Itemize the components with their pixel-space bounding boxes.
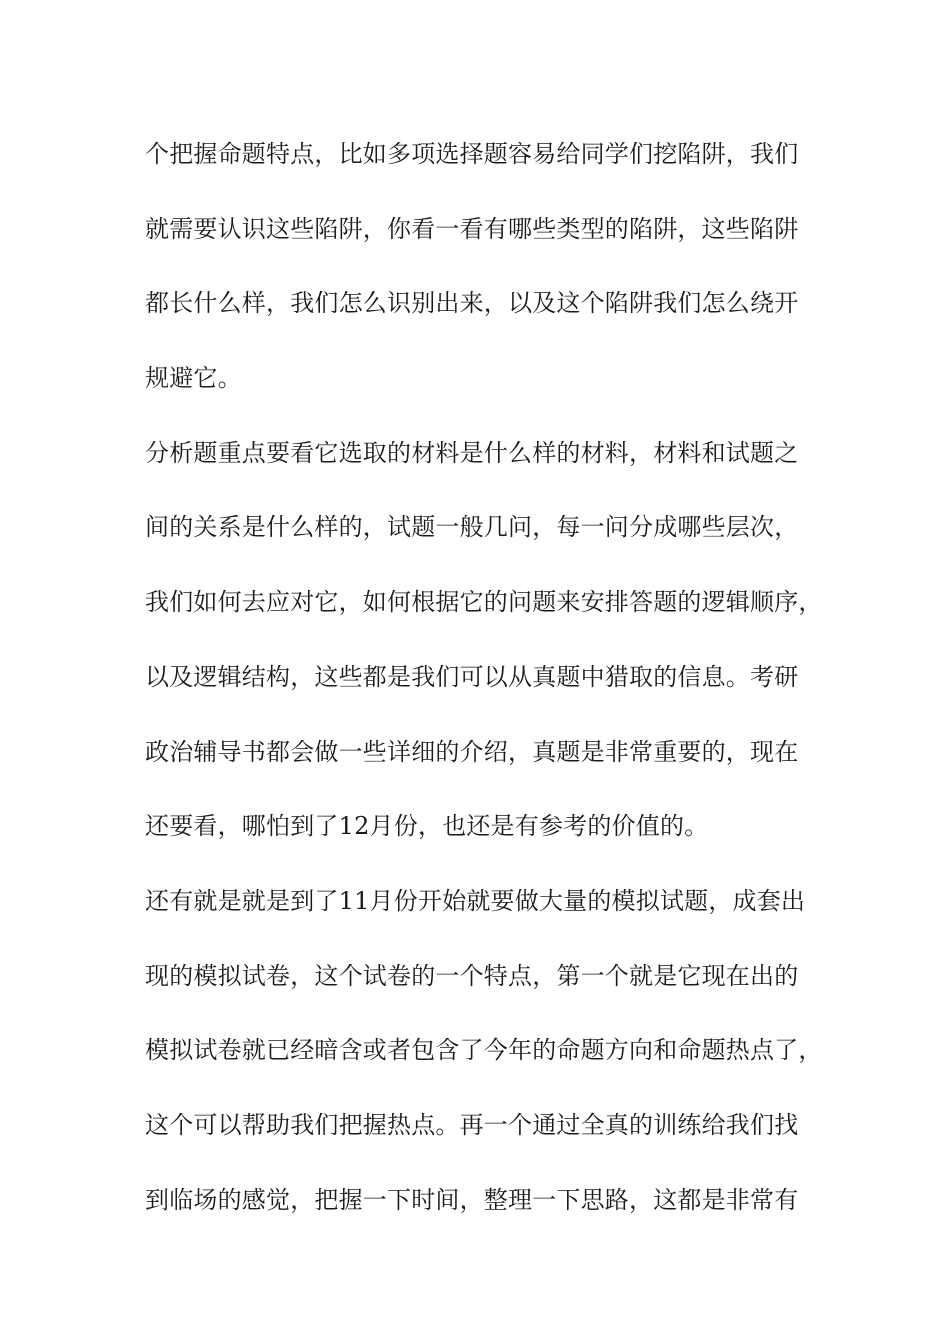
text-line: 个把握命题特点，比如多项选择题容易给同学们挖陷阱，我们 (145, 140, 799, 168)
text-line: 分析题重点要看它选取的材料是什么样的材料，材料和试题之 (145, 438, 799, 467)
text-line: 就需要认识这些陷阱，你看一看有哪些类型的陷阱，这些陷阱 (145, 214, 799, 243)
text-line: 间的关系是什么样的，试题一般几问，每一问分成哪些层次， (145, 513, 799, 542)
text-line: 这个可以帮助我们把握热点。再一个通过全真的训练给我们找 (145, 1110, 799, 1139)
document-body (145, 134, 825, 1254)
text-line: 还有就是就是到了11月份开始就要做大量的模拟试题，成套出 (145, 886, 806, 915)
text-line: 我们如何去应对它，如何根据它的问题来安排答题的逻辑顺序， (145, 588, 823, 617)
text-line: 模拟试卷就已经暗含或者包含了今年的命题方向和命题热点了， (145, 1036, 823, 1065)
text-line: 现的模拟试卷，这个试卷的一个特点，第一个就是它现在出的 (145, 961, 799, 990)
text-line: 规避它。 (145, 364, 242, 393)
text-line: 还要看，哪怕到了12月份，也还是有参考的价值的。 (145, 812, 709, 841)
text-line: 都长什么样，我们怎么识别出来，以及这个陷阱我们怎么绕开 (145, 289, 799, 318)
text-line: 到临场的感觉，把握一下时间，整理一下思路，这都是非常有 (145, 1185, 799, 1214)
text-line: 政治辅导书都会做一些详细的介绍，真题是非常重要的，现在 (145, 737, 799, 766)
text-line: 以及逻辑结构，这些都是我们可以从真题中猎取的信息。考研 (145, 662, 799, 691)
